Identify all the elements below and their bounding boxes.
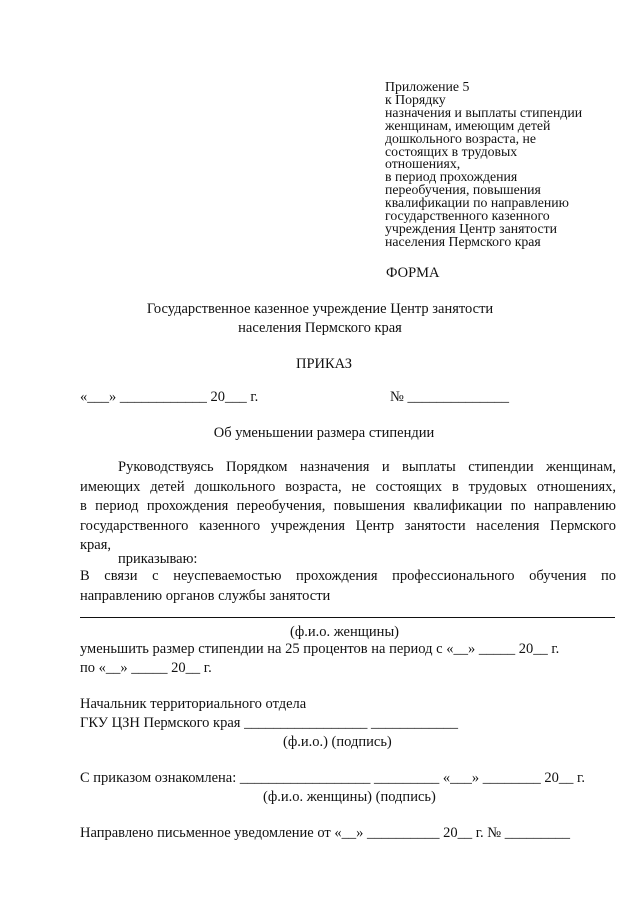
signatory-title: Начальник территориального отдела [80,696,307,712]
reason-line: направлению органов службы занятости [80,587,331,604]
preamble-line: имеющих детей дошкольного возраста, не состоящих в трудовых отношениях, [80,478,616,495]
appendix-line: населения Пермского края [385,233,541,249]
appendix-line: к Порядку [385,91,446,107]
form-label: ФОРМА [386,265,440,281]
order-title: ПРИКАЗ [295,356,353,372]
appendix-line: переобучения, повышения [385,182,541,198]
appendix-line: отношениях, [385,156,461,172]
appendix-reference [385,81,582,249]
appendix-line: Приложение 5 [385,79,470,94]
order-subject: Об уменьшении размера стипендии [213,425,435,441]
preamble-paragraph [80,458,616,556]
preamble-line: в период прохождения переобучения, повышения квалификации по направлению [80,498,616,515]
preamble-line: Руководствуясь Порядком назначения и выплаты стипендии женщинам, [118,459,616,475]
appendix-line: учреждения Центр занятости [385,220,558,236]
order-number-field: № ______________ [390,389,509,405]
appendix-line: государственного казенного [385,208,550,224]
reason-line: В связи с неуспеваемостью прохождения профессионального обучения по [80,568,616,584]
period-end-line: по «__» _____ 20__ г. [80,660,212,676]
appendix-line: квалификации по направлению [385,195,569,211]
preamble-line: государственного казенного учреждения Центр занятости населения Пермского [80,517,616,534]
acquaintance-caption: (ф.и.о. женщины) (подпись) [263,789,436,805]
woman-name-caption: (ф.и.о. женщины) [290,624,400,640]
signatory-org-line: ГКУ ЦЗН Пермского края _________________ ____________ [80,715,458,731]
signature-caption: (ф.и.о.) (подпись) [283,734,392,750]
appendix-line: женщинам, имеющим детей [385,117,551,133]
appendix-line: состоящих в трудовых [385,143,518,159]
preamble-line: края, [80,537,112,554]
woman-name-field-line [80,617,615,618]
notice-line: Направлено письменное уведомление от «__» __________ 20__ г. № _________ [80,825,571,841]
appendix-line: дошкольного возраста, не [385,130,537,146]
reduce-period-line: уменьшить размер стипендии на 25 процентов на период с «__» _____ 20__ г. [80,641,560,657]
acquaintance-line: С приказом ознакомлена: __________________ _________ «___» ________ 20__ г. [80,770,585,786]
institution-name-line-2: населения Пермского края [238,320,402,336]
institution-name-line-1: Государственное казенное учреждение Центр занятости [146,301,494,317]
reason-paragraph [80,567,616,606]
appendix-line: в период прохождения [385,169,518,185]
appendix-line: назначения и выплаты стипендии [385,104,583,120]
order-date-field: «___» ____________ 20___ г. [80,389,259,405]
order-word: приказываю: [118,551,198,567]
